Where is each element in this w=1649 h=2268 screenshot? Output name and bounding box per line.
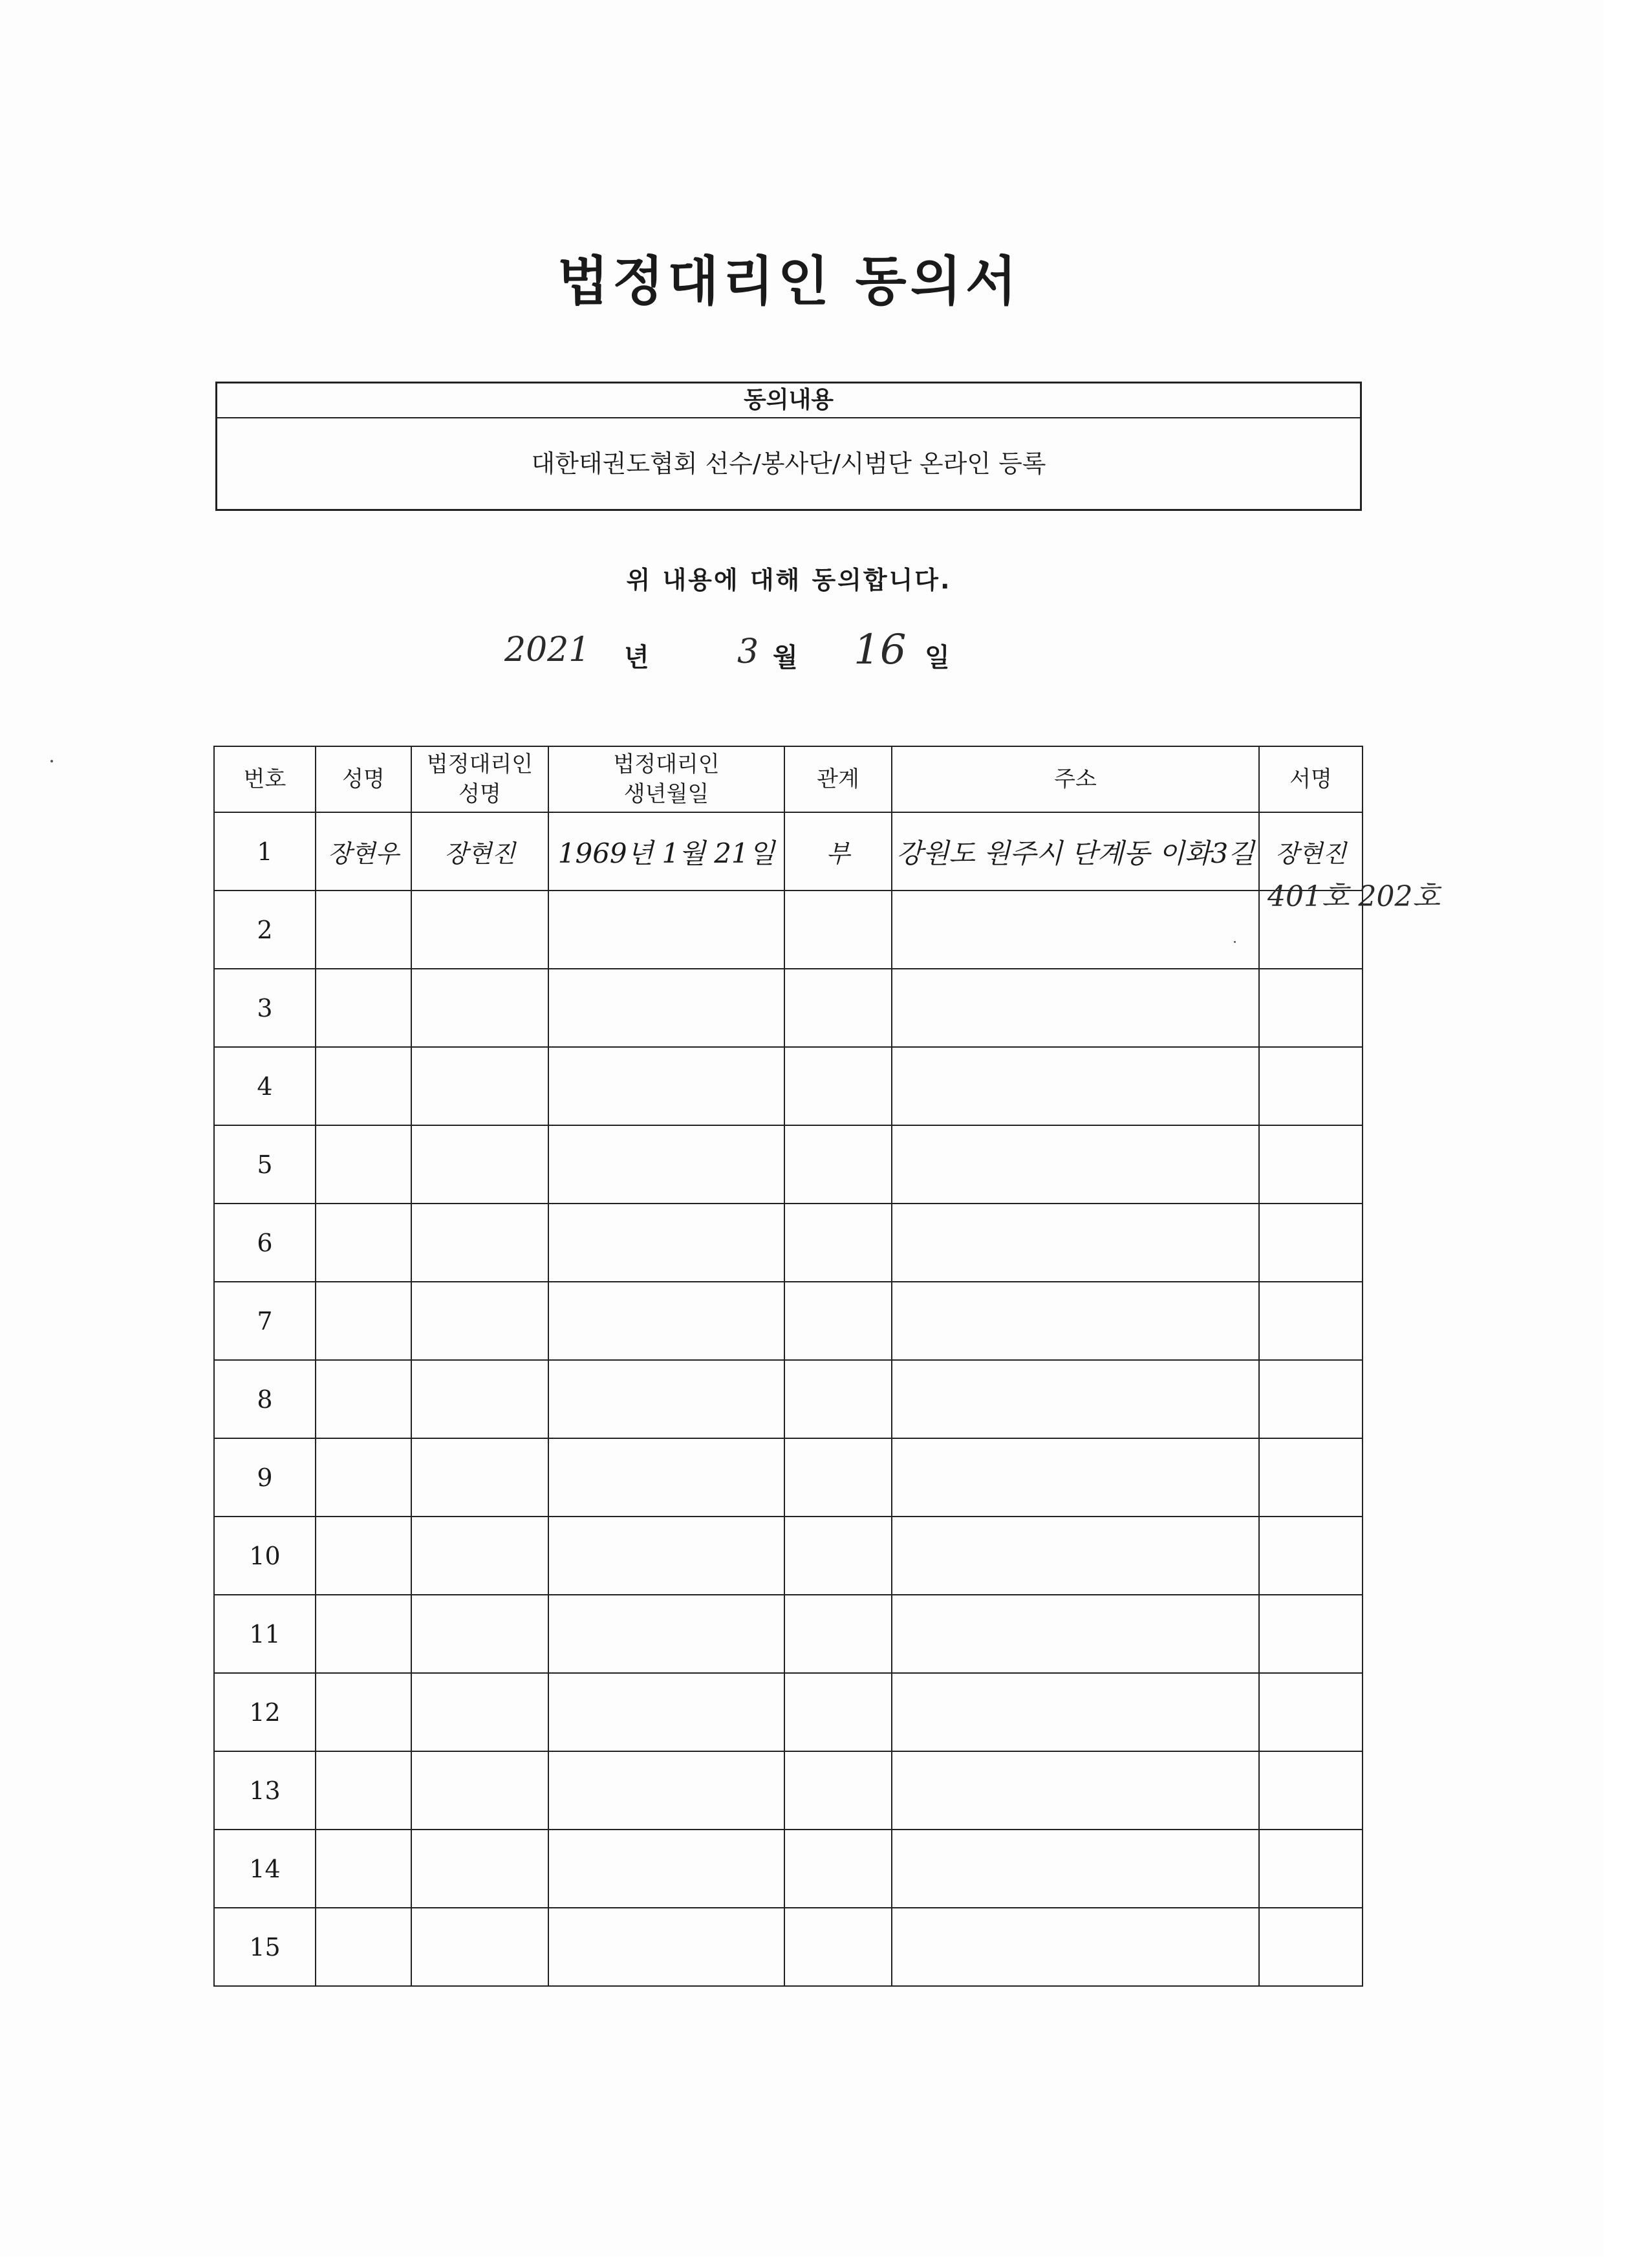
header-guardian-name: 법정대리인 성명	[411, 746, 548, 812]
header-name: 성명	[316, 746, 411, 812]
table-row	[214, 1125, 1363, 1204]
scan-speck	[50, 760, 53, 762]
cell-signature	[1259, 1282, 1363, 1360]
cell-name	[316, 891, 411, 969]
cell-guardian-birth	[548, 1673, 784, 1751]
cell-address	[892, 1204, 1259, 1282]
cell-no: 15	[214, 1908, 316, 1986]
cell-guardian-birth	[548, 1830, 784, 1908]
cell-name	[316, 1125, 411, 1204]
cell-guardian-name	[411, 1595, 548, 1673]
cell-guardian-birth	[548, 1908, 784, 1986]
cell-guardian-birth	[548, 1517, 784, 1595]
cell-relation	[784, 1204, 892, 1282]
cell-guardian-name	[411, 891, 548, 969]
cell-no: 13	[214, 1751, 316, 1830]
table-row	[214, 1830, 1363, 1908]
cell-address	[892, 1830, 1259, 1908]
cell-no: 9	[214, 1438, 316, 1517]
registration-table	[213, 746, 1363, 1987]
cell-no: 11	[214, 1595, 316, 1673]
cell-no: 4	[214, 1047, 316, 1125]
cell-address	[892, 1047, 1259, 1125]
cell-relation	[784, 1830, 892, 1908]
cell-guardian-birth	[548, 969, 784, 1047]
cell-address	[892, 969, 1259, 1047]
cell-guardian-name	[411, 1830, 548, 1908]
cell-no: 14	[214, 1830, 316, 1908]
cell-guardian-name	[411, 1673, 548, 1751]
table-row	[214, 1751, 1363, 1830]
cell-address	[892, 1751, 1259, 1830]
cell-relation	[784, 1517, 892, 1595]
consent-box	[215, 382, 1362, 511]
cell-no: 12	[214, 1673, 316, 1751]
cell-relation	[784, 969, 892, 1047]
date-month-label: 월	[773, 643, 798, 673]
cell-no: 8	[214, 1360, 316, 1438]
cell-signature	[1259, 969, 1363, 1047]
consent-content: 대한태권도협회 선수/봉사단/시범단 온라인 등록	[531, 449, 1046, 478]
cell-name	[316, 1047, 411, 1125]
address-continuation: 401호 202호	[1267, 880, 1440, 913]
cell-name	[316, 1204, 411, 1282]
table-row	[214, 1047, 1363, 1125]
cell-address	[892, 1595, 1259, 1673]
cell-no: 7	[214, 1282, 316, 1360]
cell-no: 6	[214, 1204, 316, 1282]
header-no: 번호	[214, 746, 316, 812]
cell-signature	[1259, 1204, 1363, 1282]
table-row	[214, 1438, 1363, 1517]
cell-guardian-birth	[548, 1204, 784, 1282]
cell-address	[892, 891, 1259, 969]
header-signature: 서명	[1259, 746, 1363, 812]
cell-address	[892, 1360, 1259, 1438]
cell-relation	[784, 1047, 892, 1125]
cell-relation	[784, 1125, 892, 1204]
table-row	[214, 969, 1363, 1047]
date-day-label: 일	[925, 643, 950, 673]
table-row	[214, 891, 1363, 969]
cell-address	[892, 1438, 1259, 1517]
cell-address	[892, 1125, 1259, 1204]
cell-signature	[1259, 1517, 1363, 1595]
cell-address: 강원도 원주시 단계동 이화3길	[892, 812, 1259, 891]
cell-relation	[784, 1751, 892, 1830]
cell-guardian-name	[411, 1438, 548, 1517]
cell-signature	[1259, 1673, 1363, 1751]
cell-name	[316, 1517, 411, 1595]
cell-address	[892, 1673, 1259, 1751]
cell-signature: 장현진	[1259, 812, 1363, 891]
agreement-text: 위 내용에 대해 동의합니다.	[626, 566, 952, 594]
document-page: 법정대리인 동의서 동의내용 대한태권도협회 선수/봉사단/시범단 온라인 등록 위 내용에 대해 동의합니다. 2021 년 3 월 16 일 번호 성명 법정대리인 성명 법정대리인 생년월일 관계 주소 서명 1 장현우 장현진 1969년 1월 21일 부 강원도 원주시 단계동 이화3길 장현진 2 3 4 5 6 7 8 9 10 11 12 13 14 15 401호 202호	[0, 0, 1604, 2257]
cell-name	[316, 1908, 411, 1986]
cell-address	[892, 1282, 1259, 1360]
cell-guardian-birth: 1969년 1월 21일	[548, 812, 784, 891]
cell-signature	[1259, 1360, 1363, 1438]
cell-guardian-birth	[548, 1595, 784, 1673]
cell-guardian-birth	[548, 1282, 784, 1360]
cell-signature	[1259, 1047, 1363, 1125]
cell-signature	[1259, 1908, 1363, 1986]
cell-name	[316, 1438, 411, 1517]
cell-guardian-name	[411, 1751, 548, 1830]
table-row	[214, 1517, 1363, 1595]
cell-relation	[784, 1360, 892, 1438]
cell-signature	[1259, 1751, 1363, 1830]
table-row	[214, 1360, 1363, 1438]
cell-signature	[1259, 1830, 1363, 1908]
date-year-label: 년	[624, 643, 649, 673]
cell-guardian-name	[411, 1908, 548, 1986]
table-row	[214, 1673, 1363, 1751]
cell-name	[316, 1595, 411, 1673]
cell-guardian-birth	[548, 1360, 784, 1438]
cell-guardian-name	[411, 1047, 548, 1125]
cell-no: 3	[214, 969, 316, 1047]
cell-guardian-name	[411, 1282, 548, 1360]
header-relation: 관계	[784, 746, 892, 812]
cell-no: 5	[214, 1125, 316, 1204]
cell-guardian-birth	[548, 1125, 784, 1204]
header-address: 주소	[892, 746, 1259, 812]
cell-no: 10	[214, 1517, 316, 1595]
cell-guardian-birth	[548, 1438, 784, 1517]
consent-heading: 동의내용	[217, 383, 1360, 418]
cell-address	[892, 1908, 1259, 1986]
table-row	[214, 1908, 1363, 1986]
table-row	[214, 1204, 1363, 1282]
cell-name: 장현우	[316, 812, 411, 891]
cell-relation	[784, 1908, 892, 1986]
cell-name	[316, 1830, 411, 1908]
table-header-row	[214, 746, 1363, 812]
cell-name	[316, 1360, 411, 1438]
document-title: 법정대리인 동의서	[557, 251, 1021, 312]
table-row	[214, 1595, 1363, 1673]
table-row	[214, 812, 1363, 891]
cell-name	[316, 1751, 411, 1830]
cell-name	[316, 1673, 411, 1751]
cell-relation	[784, 1438, 892, 1517]
cell-relation	[784, 891, 892, 969]
cell-guardian-name	[411, 1517, 548, 1595]
cell-relation	[784, 1282, 892, 1360]
cell-guardian-name	[411, 1125, 548, 1204]
cell-signature	[1259, 1125, 1363, 1204]
cell-guardian-name	[411, 1360, 548, 1438]
scan-speck	[1234, 941, 1236, 943]
cell-guardian-birth	[548, 1751, 784, 1830]
cell-guardian-birth	[548, 1047, 784, 1125]
cell-relation: 부	[784, 812, 892, 891]
cell-signature	[1259, 1438, 1363, 1517]
header-guardian-birth: 법정대리인 생년월일	[548, 746, 784, 812]
cell-guardian-name	[411, 1204, 548, 1282]
cell-address	[892, 1517, 1259, 1595]
cell-guardian-name: 장현진	[411, 812, 548, 891]
cell-relation	[784, 1673, 892, 1751]
cell-guardian-birth	[548, 891, 784, 969]
cell-guardian-name	[411, 969, 548, 1047]
cell-name	[316, 969, 411, 1047]
cell-signature	[1259, 1595, 1363, 1673]
cell-no: 2	[214, 891, 316, 969]
cell-name	[316, 1282, 411, 1360]
table-row	[214, 1282, 1363, 1360]
cell-relation	[784, 1595, 892, 1673]
cell-no: 1	[214, 812, 316, 891]
